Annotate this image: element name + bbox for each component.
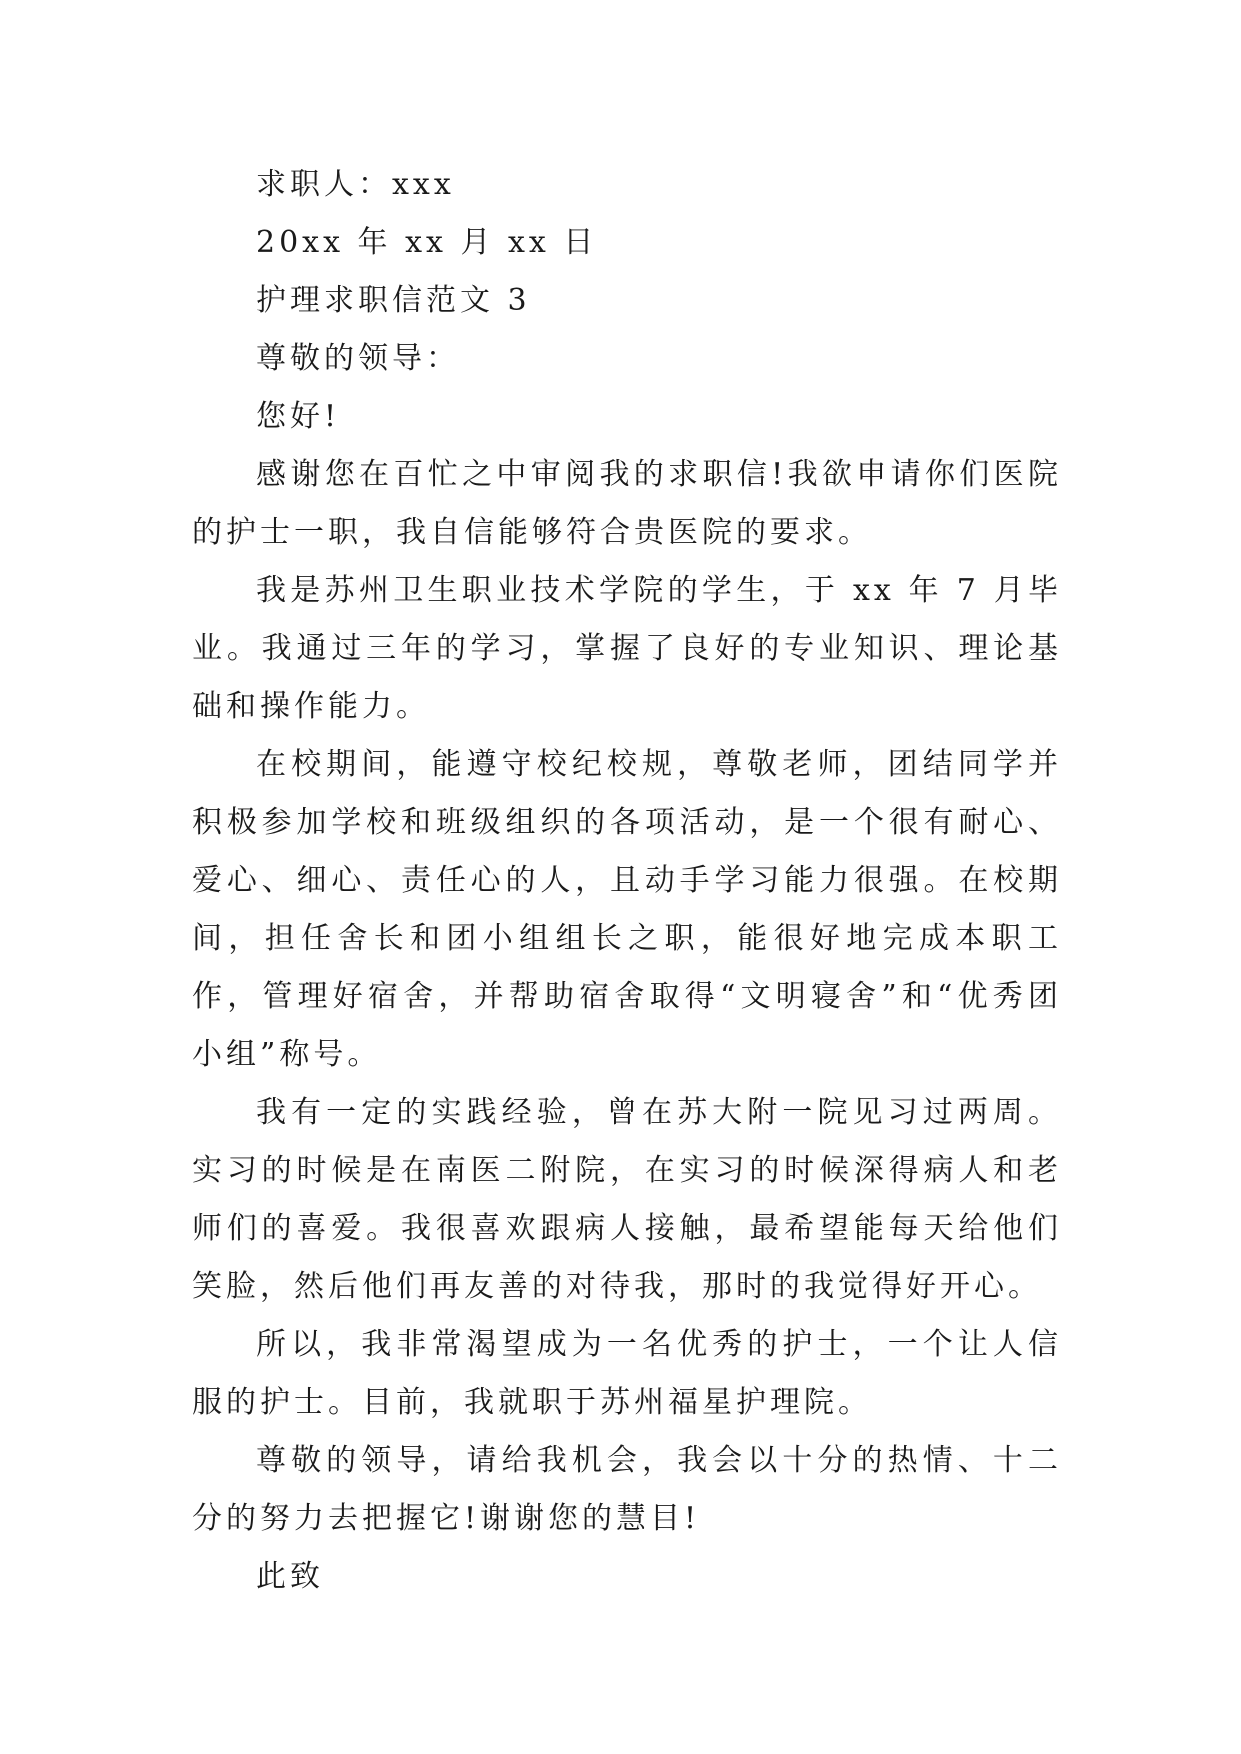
paragraph-thanks: 感谢您在百忙之中审阅我的求职信!我欲申请你们医院的护士一职，我自信能够符合贵医院的要求。 bbox=[192, 457, 1062, 550]
letter-body bbox=[192, 156, 1062, 1606]
closing: 此致 bbox=[256, 1559, 324, 1594]
greeting: 您好! bbox=[256, 399, 341, 434]
document-title: 护理求职信范文 3 bbox=[256, 283, 531, 318]
paragraph-experience: 我有一定的实践经验，曾在苏大附一院见习过两周。实习的时候是在南医二附院，在实习的时候深得病人和老师们的喜爱。我很喜欢跟病人接触，最希望能每天给他们笑脸，然后他们再友善的对待我，那时的我觉得好开心。 bbox=[192, 1095, 1062, 1304]
paragraph-school-life: 在校期间，能遵守校纪校规，尊敬老师，团结同学并积极参加学校和班级组织的各项活动，是一个很有耐心、爱心、细心、责任心的人，且动手学习能力很强。在校期间，担任舍长和团小组组长之职，能很好地完成本职工作，管理好宿舍，并帮助宿舍取得“文明寝舍”和“优秀团小组”称号。 bbox=[192, 747, 1062, 1072]
applicant-line: 求职人：xxx bbox=[256, 167, 455, 202]
paragraph-education: 我是苏州卫生职业技术学院的学生，于 xx 年 7 月毕业。我通过三年的学习，掌握了良好的专业知识、理论基础和操作能力。 bbox=[192, 573, 1062, 724]
paragraph-aspiration: 所以，我非常渴望成为一名优秀的护士，一个让人信服的护士。目前，我就职于苏州福星护理院。 bbox=[192, 1327, 1062, 1420]
paragraph-request: 尊敬的领导，请给我机会，我会以十分的热情、十二分的努力去把握它!谢谢您的慧目! bbox=[192, 1443, 1062, 1536]
date-line: 20xx 年 xx 月 xx 日 bbox=[256, 225, 598, 260]
salutation: 尊敬的领导： bbox=[256, 341, 460, 376]
